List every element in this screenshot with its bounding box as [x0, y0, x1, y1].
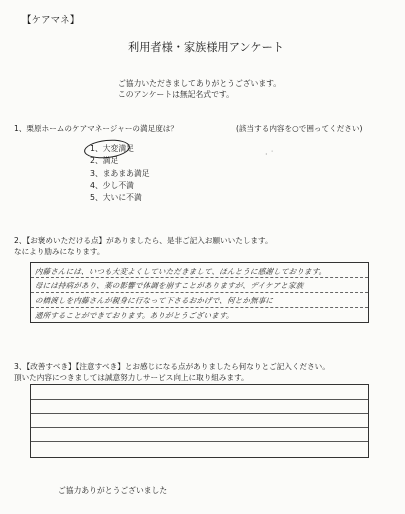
option-slightly-dissatisfied[interactable]: 4、少し不満 [90, 180, 134, 190]
handwritten-line-1: 内藤さんには、いつも大変よくしていただきまして、ほんとうに感謝しております。 [34, 267, 327, 276]
question-3-line-2: 頂いた内容につきましては誠意努力しサービス向上に取り組みます。 [14, 373, 249, 382]
intro-line-1: ご協力いただきましてありがとうございます。 [118, 79, 282, 88]
handwritten-line-2: 母には持病があり、薬の影響で体調を崩すことがありますが、デイケアと家族 [34, 281, 304, 290]
question-2-line-2: なにより励みになります。 [14, 247, 105, 256]
intro-text [118, 78, 281, 100]
section-tag: 【ケアマネ】 [22, 15, 80, 26]
intro-line-2: このアンケートは無記名式です。 [118, 90, 234, 99]
answer-rule [31, 307, 368, 308]
praise-answer-box[interactable] [30, 262, 369, 323]
question-3-text [14, 361, 330, 383]
option-somewhat-satisfied[interactable]: 3、まあまあ満足 [90, 168, 150, 178]
page-title: 利用者様・家族様用アンケート [128, 41, 284, 54]
question-1-options [90, 143, 150, 204]
answer-rule [31, 292, 368, 293]
option-very-satisfied[interactable]: 1、大変満足 [90, 144, 134, 153]
option-satisfied[interactable]: 2、満足 [90, 156, 119, 166]
answer-rule [31, 277, 368, 278]
question-1-text: 1、栗原ホームのケアマネージャーの満足度は？ [14, 124, 178, 133]
answer-rule [31, 399, 368, 400]
scan-specks: · ˙ [265, 150, 275, 159]
question-3-line-1: 3、【改善すべき】【注意すべき】とお感じになる点がありましたら何なりとご記入ください。 [14, 362, 330, 371]
answer-rule [31, 413, 368, 414]
improvement-answer-box[interactable] [30, 384, 369, 458]
question-1-hint: (該当する内容を○で囲ってください) [236, 124, 363, 133]
handwritten-line-4: 通所することができております。ありがとうございます。 [34, 311, 235, 320]
handwritten-line-3: の橋渡しを内藤さんが親身に行なって下さるおかげで、何とか無事に [34, 296, 274, 305]
question-2-line-1: 2、【お褒めいただける点】がありましたら、是非ご記入お願いいたします。 [14, 236, 273, 245]
closing-text: ご協力ありがとうございました [58, 486, 168, 495]
answer-rule [31, 427, 368, 428]
option-very-dissatisfied[interactable]: 5、大いに不満 [90, 193, 142, 203]
answer-rule [31, 441, 368, 442]
question-2-text [14, 235, 273, 257]
